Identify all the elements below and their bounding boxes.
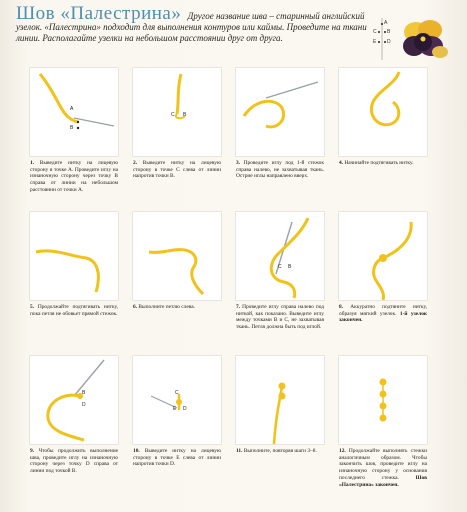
label-d: D	[82, 402, 86, 408]
step-4	[339, 68, 427, 167]
step-3-caption: 3. Проведите иглу под 1-й стежок справа налево, не захватывая ткань. Острие иглы направлено вверх.	[236, 160, 324, 180]
step-5-caption: 5. Продолжайте подтягивать нитку, пока петля не обовьет прямой стежок.	[30, 304, 118, 317]
label-b: B	[70, 125, 74, 131]
stitch-diagram	[371, 16, 393, 62]
step-6-caption: 6. Выполните петлю слева.	[133, 304, 195, 310]
step-1-caption: 1. Выведите нитку на лицевую сторону в точке А. Проведите иглу на изнаночную сторону через точку В справа от линии на небольшом расстоянии от точки А.	[30, 160, 118, 193]
step-11-caption: 11. Выполните, повторяя шаги 3–8.	[236, 448, 317, 454]
step-2	[133, 68, 221, 180]
step-5-photo	[30, 212, 118, 300]
header	[16, 3, 376, 44]
step-9-caption: 9. Чтобы продолжить выполнение шва, проведите иглу на изнаночную сторону через точку D справа от линии под точкой В.	[30, 448, 118, 475]
step-7-photo	[236, 212, 324, 300]
label-c: C	[171, 112, 175, 118]
step-10-photo	[133, 356, 221, 444]
intro-text: Другое название шва – старинный английский узелок. «Палестрина» подходит для выполнения контуров или каймы. Проведите на ткани линии. Располагайте узелки на небольшом расстоянии друг от друга.	[16, 11, 367, 43]
step-4-photo	[339, 68, 427, 156]
step-6	[133, 212, 221, 311]
step-5	[30, 212, 118, 317]
step-6-photo	[133, 212, 221, 300]
step-2-photo	[133, 68, 221, 156]
step-12-photo	[339, 356, 427, 444]
step-8-photo	[339, 212, 427, 300]
label-e: E	[173, 406, 177, 412]
step-8	[339, 212, 427, 324]
step-9	[30, 356, 118, 475]
label-a: A	[70, 106, 74, 112]
diagram-label-c: C	[373, 29, 377, 35]
step-3	[236, 68, 324, 180]
step-1	[30, 68, 118, 194]
step-7	[236, 212, 324, 331]
step-8-caption: 8. Аккуратно подтяните нитку, образуя мягкий узелок. 1-й узелок закончен.	[339, 304, 427, 324]
step-2-caption: 2. Выведите нитку на лицевую сторону в точке С слева от линии напротив точки В.	[133, 160, 221, 180]
diagram-label-a: A	[384, 20, 388, 26]
pansy-flower-image	[398, 16, 450, 62]
label-d: D	[183, 406, 187, 412]
step-1-photo	[30, 68, 118, 156]
diagram-label-b: B	[387, 29, 391, 35]
step-11-photo	[236, 356, 324, 444]
label-b: B	[183, 112, 187, 118]
step-4-caption: 4. Начинайте подтягивать нитку.	[339, 160, 414, 166]
label-c: C	[175, 390, 179, 396]
diagram-label-d: D	[387, 39, 391, 45]
diagram-label-e: E	[373, 39, 377, 45]
step-11	[236, 356, 324, 455]
step-10-caption: 10. Выведите нитку на лицевую сторону в точке Е слева от линии напротив точки D.	[133, 448, 221, 468]
label-c: C	[278, 264, 282, 270]
label-b: B	[288, 264, 292, 270]
step-12	[339, 356, 427, 488]
step-3-photo	[236, 68, 324, 156]
step-10	[133, 356, 221, 468]
step-9-photo	[30, 356, 118, 444]
label-b: B	[82, 390, 86, 396]
step-12-caption: 12. Продолжайте выполнять стежки аналогичным образом. Чтобы закончить шов, проведите иглу на изнаночную сторону у основания последнего стежка. Шов «Палестрина» закончен.	[339, 448, 427, 488]
page-title: Шов «Палестрина»	[16, 3, 182, 24]
step-7-caption: 7. Проведите иглу справа налево под ниткой, как показано. Выведите иглу между точками В и С, не захватывая ткань. Петля должна быть под иглой.	[236, 304, 324, 331]
